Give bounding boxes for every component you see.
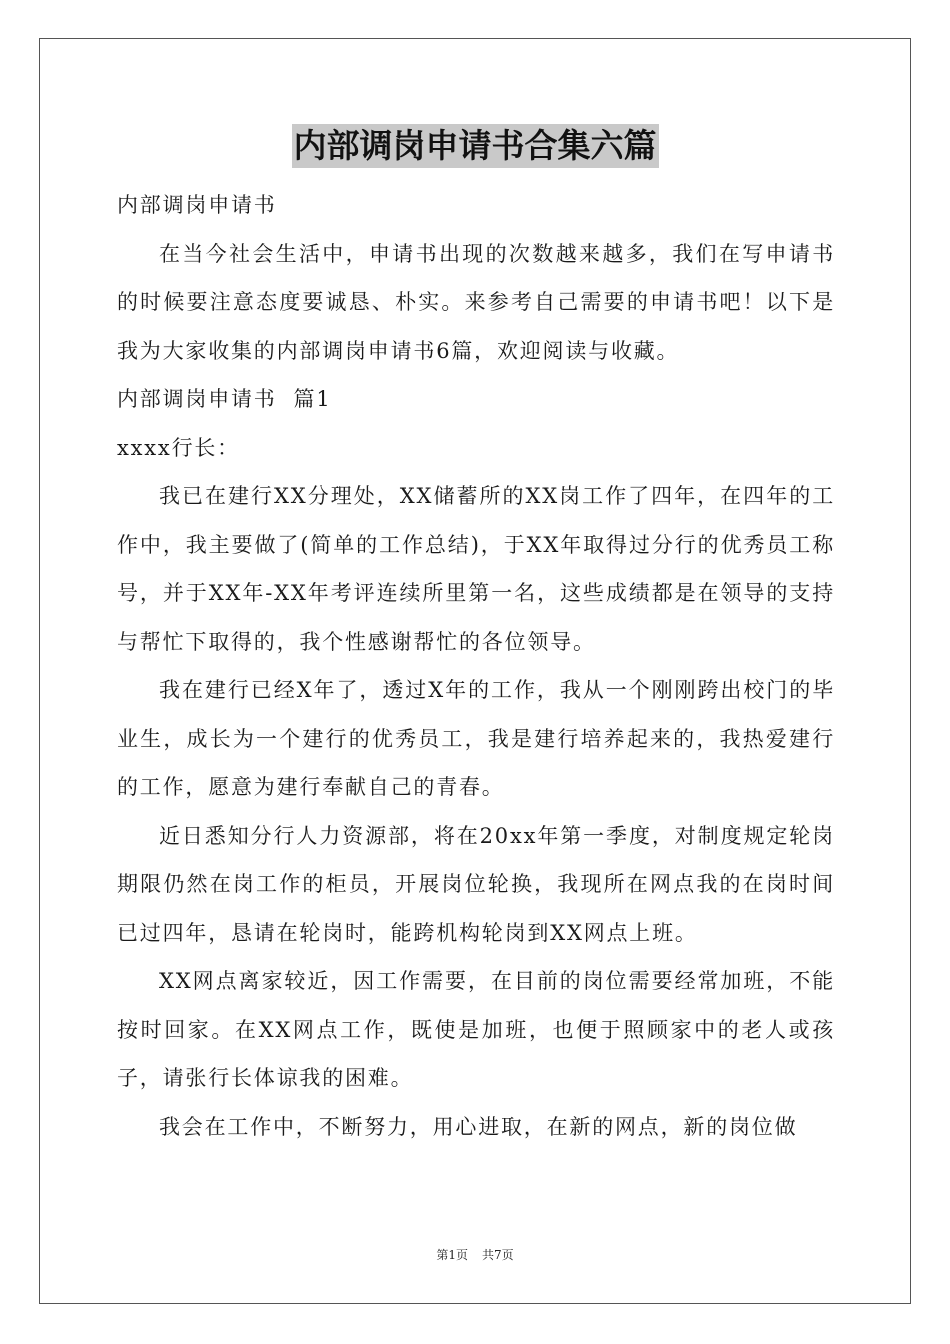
paragraph: 我已在建行XX分理处，XX储蓄所的XX岗工作了四年，在四年的工作中，我主要做了(简单的工作总结)，于XX年取得过分行的优秀员工称号，并于XX年-XX年考评连续所里第一名，这些成绩都是在领导的支持与帮忙下取得的，我个性感谢帮忙的各位领导。 xyxy=(117,484,835,654)
paragraph: 近日悉知分行人力资源部，将在20xx年第一季度，对制度规定轮岗期限仍然在岗工作的柜员，开展岗位轮换，我现所在网点我的在岗时间已过四年，恳请在轮岗时，能跨机构轮岗到XX网点上班。 xyxy=(117,823,835,945)
page-number: 第1页 xyxy=(436,1248,468,1262)
title-container xyxy=(0,124,950,168)
paragraph: 我在建行已经X年了，透过X年的工作，我从一个刚刚跨出校门的毕业生，成长为一个建行的优秀员工，我是建行培养起来的，我热爱建行的工作，愿意为建行奉献自己的青春。 xyxy=(117,678,835,799)
document-title: 内部调岗申请书合集六篇 xyxy=(292,124,659,168)
paragraph: 在当今社会生活中，申请书出现的次数越来越多，我们在写申请书的时候要注意态度要诚恳、朴实。来参考自己需要的申请书吧！以下是我为大家收集的内部调岗申请书6篇，欢迎阅读与收藏。 xyxy=(117,241,835,363)
paragraph: 我会在工作中，不断努力，用心进取，在新的网点，新的岗位做 xyxy=(159,1114,798,1139)
document-body xyxy=(117,181,835,1151)
page-footer xyxy=(0,1246,950,1263)
paragraph: 内部调岗申请书 篇1 xyxy=(117,387,332,411)
paragraph: XX网点离家较近，因工作需要，在目前的岗位需要经常加班，不能按时回家。在XX网点工作，既使是加班，也便于照顾家中的老人或孩子，请张行长体谅我的困难。 xyxy=(117,969,835,1090)
paragraph: 内部调岗申请书 xyxy=(117,193,277,217)
paragraph: xxxx行长： xyxy=(117,435,240,460)
page-total: 共7页 xyxy=(482,1248,514,1262)
